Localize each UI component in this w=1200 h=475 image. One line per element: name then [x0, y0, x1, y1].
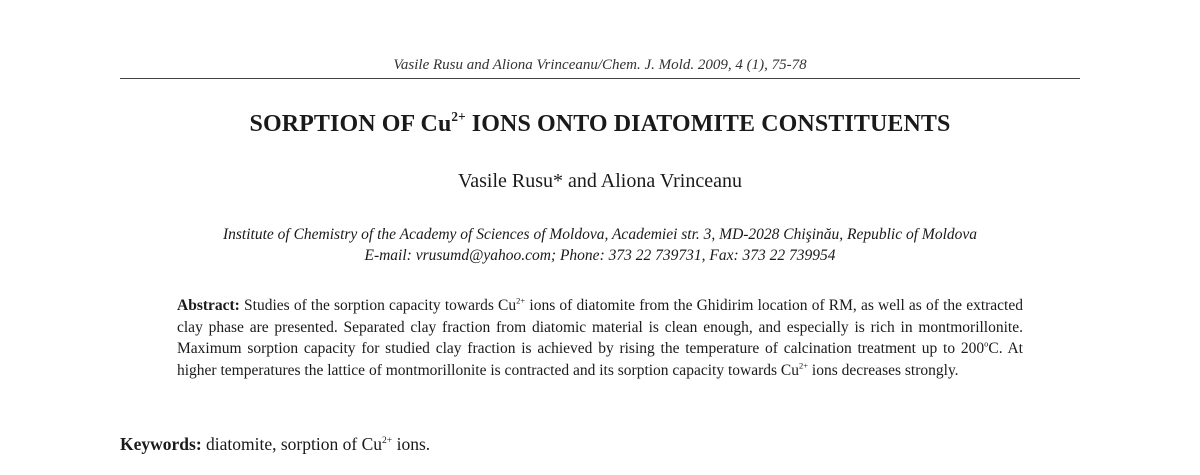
- title-prefix: SORPTION OF Cu: [249, 111, 452, 137]
- running-header: Vasile Rusu and Aliona Vrinceanu/Chem. J. Mold. 2009, 4 (1), 75-78: [393, 57, 807, 73]
- abstract-text-3: C. At higher temperatures the lattice of montmorillonite is contracted and its sorption capacity towards Cu: [177, 340, 1023, 379]
- keywords-text-2: ions.: [392, 434, 431, 454]
- abstract-text-2: ions of diatomite from the Ghidirim location of RM, as well as of the extracted clay phase are presented. Separated clay fraction from diatomic material is clean enough, and especially is rich in montmorillonite. Maximum sorption capacity for studied clay fraction is achieved by rising the temperature of calcination treatment up to 200: [177, 297, 1023, 358]
- abstract-label: Abstract:: [177, 297, 240, 314]
- abstract: [177, 295, 1023, 381]
- affiliation: [120, 224, 1080, 266]
- title-suffix: IONS ONTO DIATOMITE CONSTITUENTS: [465, 111, 951, 137]
- abstract-text-4: ions decreases strongly.: [808, 361, 959, 379]
- title-superscript: 2+: [451, 109, 466, 125]
- authors: Vasile Rusu* and Aliona Vrinceanu: [458, 170, 742, 192]
- abstract-sup-1: 2+: [516, 295, 526, 306]
- affiliation-institute: Institute of Chemistry of the Academy of Sciences of Moldova, Academiei str. 3, MD-2028 Chişinău, Republic of Moldova: [222, 226, 978, 243]
- affiliation-contact: E-mail: vrusumd@yahoo.com; Phone: 373 22 739731, Fax: 373 22 739954: [364, 247, 836, 264]
- abstract-text-1: Studies of the sorption capacity towards Cu: [239, 297, 517, 314]
- keywords-sup-1: 2+: [382, 434, 393, 446]
- paper-title: [120, 111, 1080, 138]
- abstract-sup-3: 2+: [798, 360, 809, 371]
- keywords-text-1: diatomite, sorption of Cu: [201, 434, 382, 454]
- abstract-sup-2: o: [984, 338, 989, 349]
- keywords-label: Keywords:: [120, 434, 202, 454]
- header-rule: [120, 78, 1080, 79]
- keywords: [120, 434, 430, 455]
